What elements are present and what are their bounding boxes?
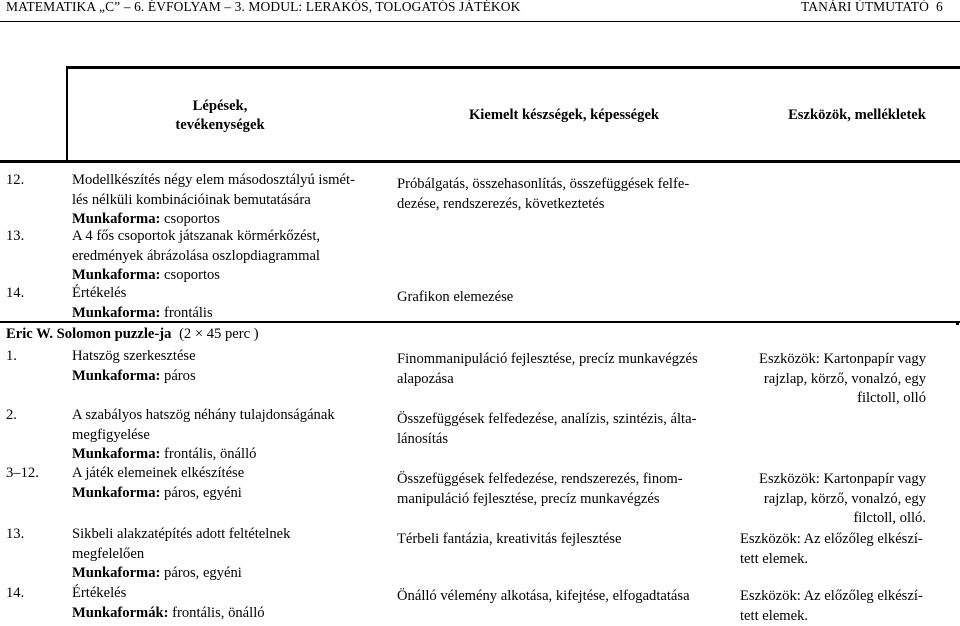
activity-text: Értékelés Munkaforma: frontális xyxy=(72,284,213,323)
row-number: 1. xyxy=(6,348,17,364)
tools-text: Eszközök: Az előzőleg elkészí- tett elemek. xyxy=(740,531,923,567)
row-number: 3–12. xyxy=(6,465,39,481)
running-header-guide: TANÁRI ÚTMUTATÓ xyxy=(801,0,929,14)
activity-text: Hatszög szerkesztése Munkaforma: páros xyxy=(72,347,196,386)
divider-corner xyxy=(956,321,959,325)
row-number: 13. xyxy=(6,228,25,244)
activity-text: A 4 fős csoportok játszanak körmérkőzést, eredmények ábrázolása oszlopdiagrammal Munkaforma: csoportos xyxy=(72,227,320,286)
activity-text: A szabályos hatszög néhány tulajdonságának megfigyelése Munkaforma: frontális, önálló xyxy=(72,406,335,465)
work-form: Munkaforma: csoportos xyxy=(72,211,220,227)
header-rule xyxy=(0,21,960,22)
activity-text: Értékelés Munkaformák: frontális, önálló xyxy=(72,584,265,623)
skills-text: Próbálgatás, összehasonlítás, összefüggések felfe- dezése, rendszerezés, következtetés xyxy=(397,176,690,212)
tools-text: Eszközök: Kartonpapír vagy rajzlap, körző, vonalzó, egy filctoll, olló xyxy=(759,351,926,406)
activity-text: Modellkészítés négy elem másodosztályú ismét- lés nélküli kombinációinak bemutatására Munkaforma: csoportos xyxy=(72,171,355,230)
work-form: Munkaforma: frontális, önálló xyxy=(72,446,257,462)
row-number: 12. xyxy=(6,172,25,188)
work-form: Munkaforma: páros, egyéni xyxy=(72,565,242,581)
activity-text: A játék elemeinek elkészítése Munkaforma: páros, egyéni xyxy=(72,464,244,503)
row-number: 14. xyxy=(6,285,25,301)
skills-text: Összefüggések felfedezése, rendszerezés, finom- manipuláció fejlesztése, precíz munkavégzés xyxy=(397,471,683,507)
skills-text: Térbeli fantázia, kreativitás fejlesztése xyxy=(397,531,622,547)
column-header-steps: Lépések, tevékenységek xyxy=(175,98,265,133)
skills-text: Önálló vélemény alkotása, kifejtése, elfogadtatása xyxy=(397,588,690,604)
table-top-border xyxy=(66,66,960,69)
work-form: Munkaforma: páros xyxy=(72,367,196,384)
table-head-bottom-border xyxy=(0,160,960,163)
section-duration: (2 × 45 perc ) xyxy=(179,326,259,342)
work-form: Munkaforma: páros, egyéni xyxy=(72,484,242,501)
work-form: Munkaforma: csoportos xyxy=(72,267,220,283)
activity-text: Sikbeli alakzatépítés adott feltételnek megfelelően Munkaforma: páros, egyéni xyxy=(72,525,290,584)
column-header-tools: Eszközök, mellékletek xyxy=(788,107,926,123)
tools-text: Eszközök: Kartonpapír vagy rajzlap, körző, vonalzó, egy filctoll, olló. xyxy=(759,471,926,526)
tools-text: Eszközök: Az előzőleg elkészí- tett elemek. xyxy=(740,588,923,624)
work-form: Munkaformák: frontális, önálló xyxy=(72,604,265,621)
row-number: 2. xyxy=(6,407,17,423)
page-number: 6 xyxy=(936,0,943,14)
running-header-title: MATEMATIKA „C” – 6. ÉVFOLYAM – 3. MODUL: LERAKÓS, TOLOGATÓS JÁTÉKOK xyxy=(6,0,521,14)
skills-text: Grafikon elemezése xyxy=(397,289,514,305)
row-number: 14. xyxy=(6,585,25,601)
skills-text: Finommanipuláció fejlesztése, precíz munkavégzés alapozása xyxy=(397,351,698,387)
work-form: Munkaforma: frontális xyxy=(72,304,213,321)
row-number: 13. xyxy=(6,526,25,542)
section-title: Eric W. Solomon puzzle-ja (2 × 45 perc ) xyxy=(6,326,259,342)
column-header-skills: Kiemelt készségek, képességek xyxy=(468,107,660,123)
table-left-border xyxy=(66,66,68,160)
skills-text: Összefüggések felfedezése, analízis, szintézis, álta- lánosítás xyxy=(397,411,697,447)
